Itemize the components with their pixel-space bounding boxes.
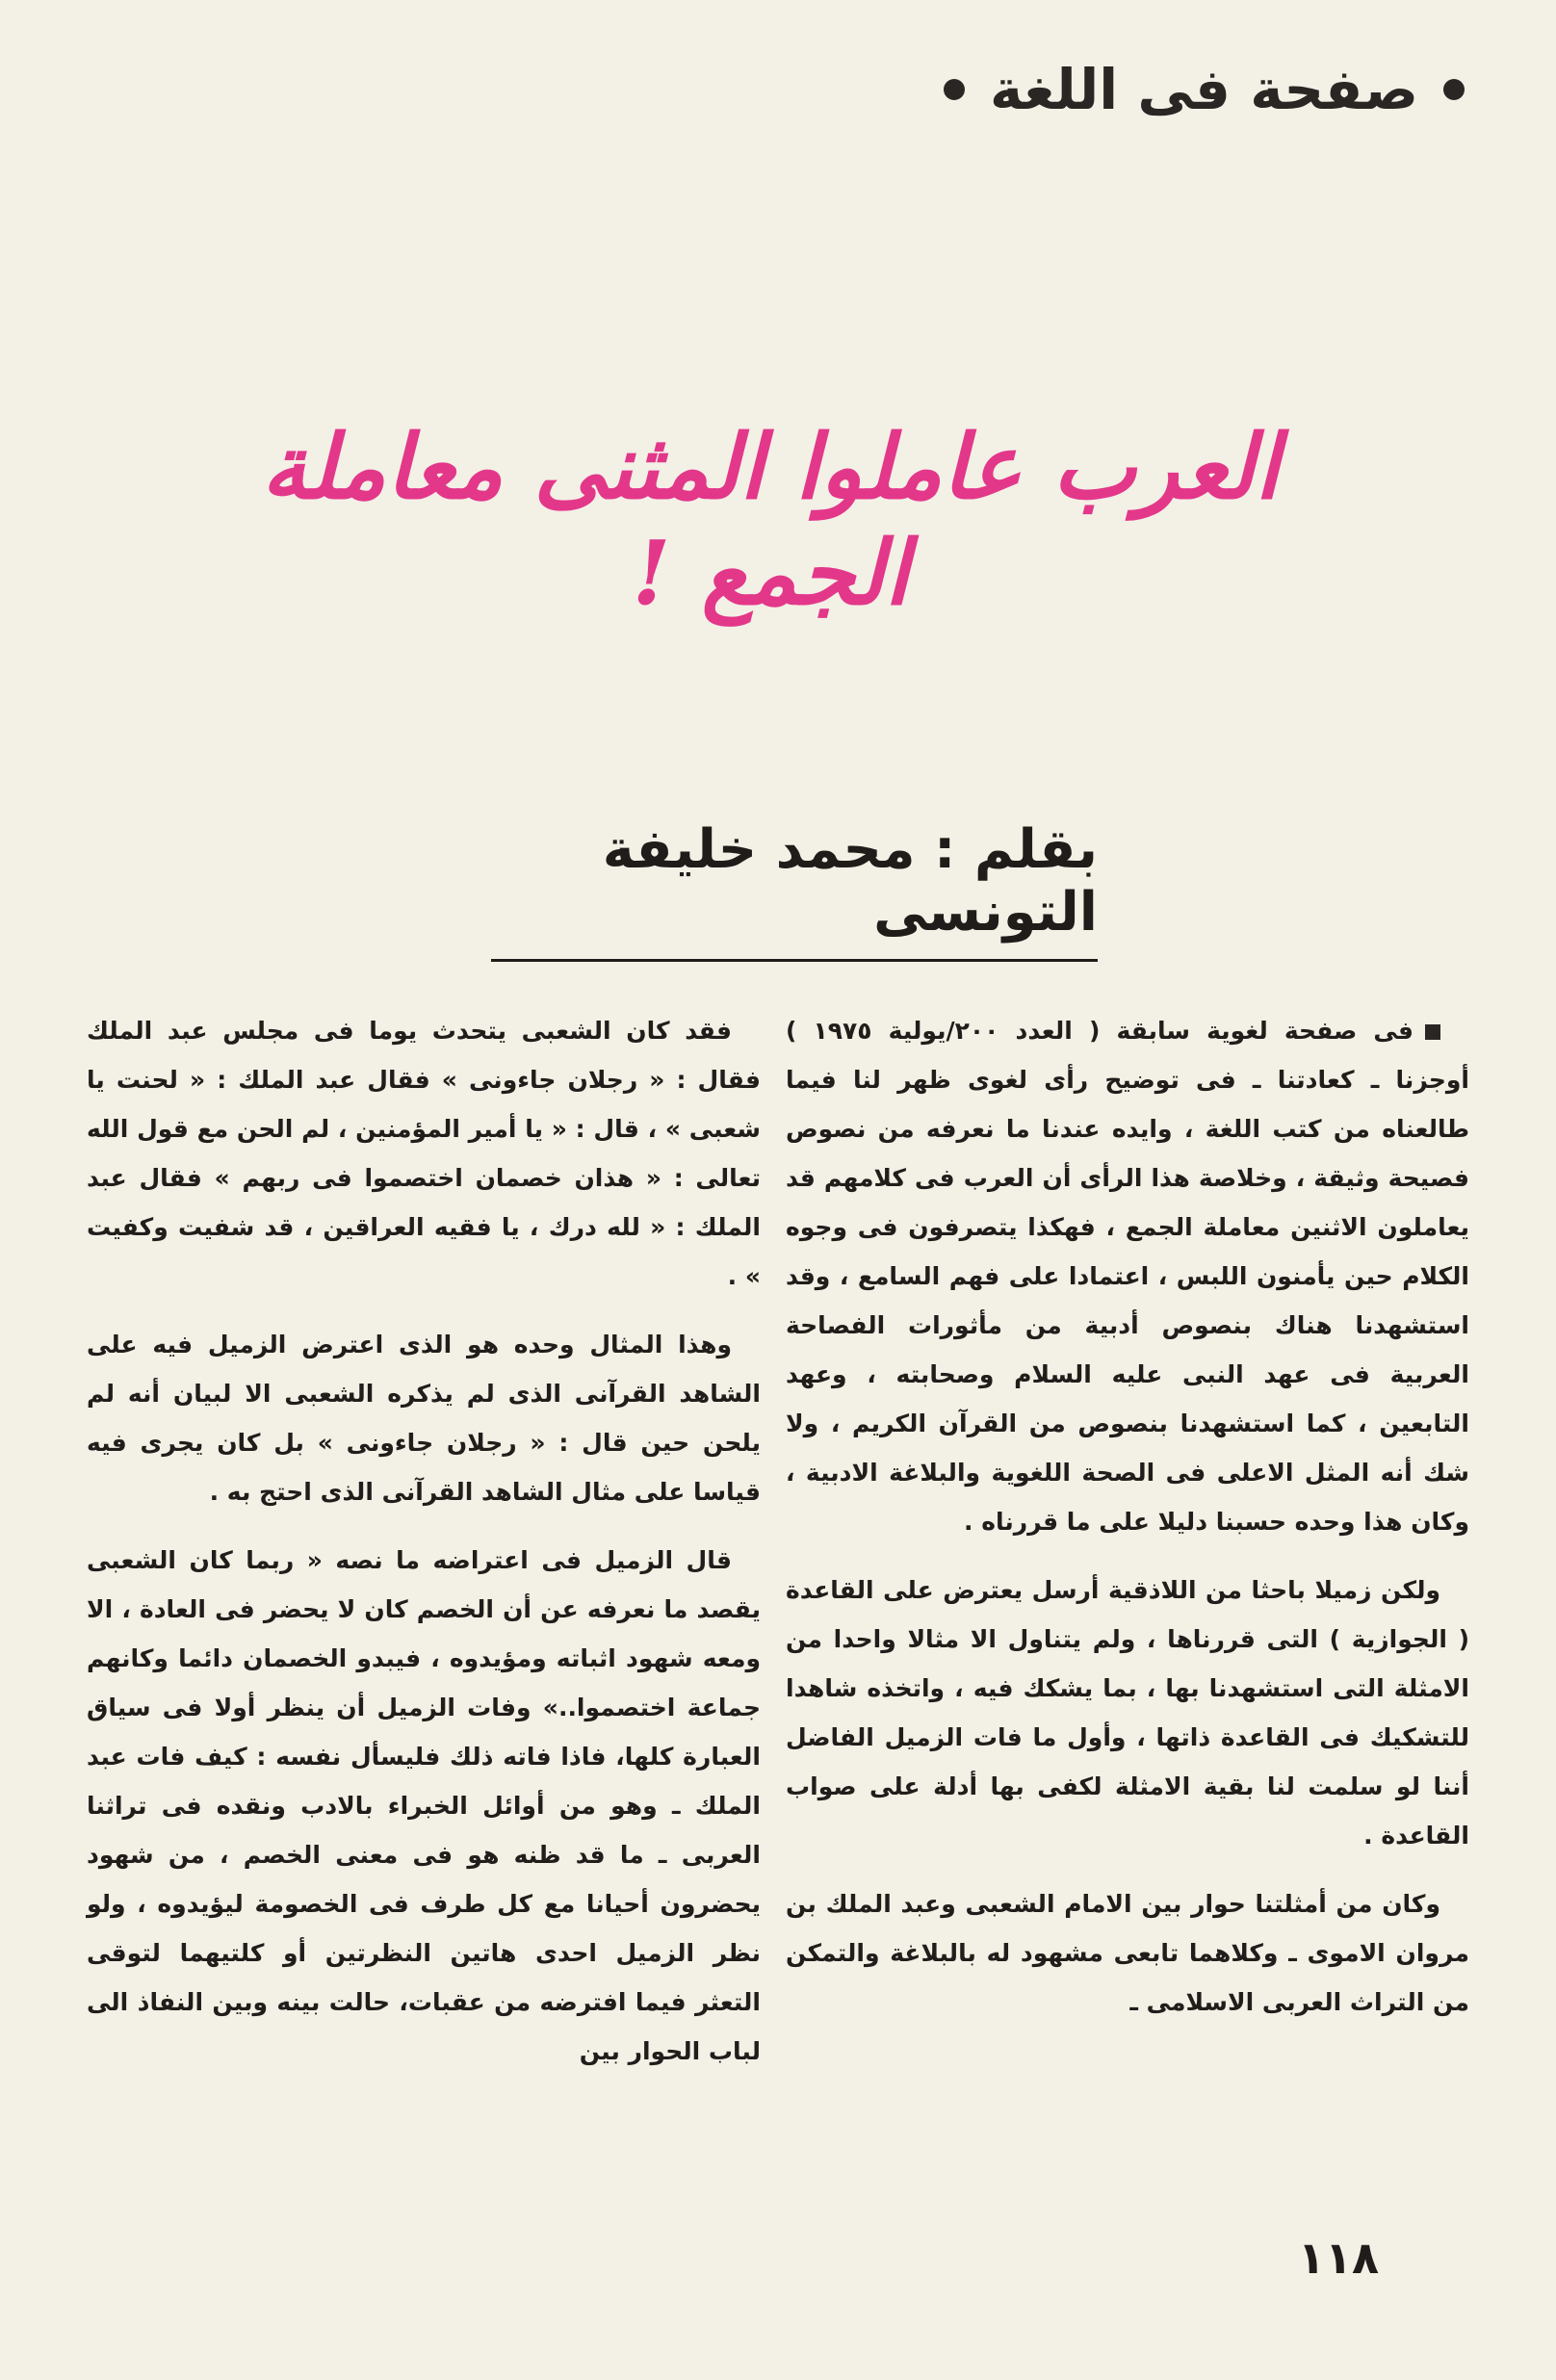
- paragraph: فقد كان الشعبى يتحدث يوما فى مجلس عبد الملك فقال : « رجلان جاءونى » فقال عبد الملك : « لحنت يا شعبى » ، قال : « يا أمير المؤمنين ، لم الحن مع قول الله تعالى : « هذان خصمان اختصموا فى ربهم » فقال عبد الملك : « لله درك ، يا فقيه العراقين ، قد شفيت وكفيت » .: [87, 1017, 761, 1290]
- section-header: [944, 46, 1465, 133]
- right-column: [786, 1006, 1469, 2046]
- paragraph: ولكن زميلا باحثا من اللاذقية أرسل يعترض على القاعدة ( الجوازية ) التى قررناها ، ولم يتناول الا مثالا واحدا من الامثلة التى استشهدنا بها ، بما يشكك فيه ، واتخذه شاهدا للتشكيك فى القاعدة ذاتها ، وأول ما فات الزميل الفاضل أننا لو سلمت لنا بقية الامثلة لكفى بها أدلة على صواب القاعدة .: [786, 1576, 1469, 1850]
- article-byline: بقلم : محمد خليفة التونسى: [491, 818, 1098, 962]
- bullet-dot-left: [944, 79, 965, 100]
- section-title: صفحة فى اللغة: [989, 57, 1418, 122]
- article-title: العرب عاملوا المثنى معاملة الجمع !: [261, 415, 1280, 626]
- left-column: [87, 1006, 761, 2095]
- paragraph: فى صفحة لغوية سابقة ( العدد ٢٠٠/يولية ١٩٧٥ ) أوجزنا ـ كعادتنا ـ فى توضيح رأى لغوى ظهر لنا فيما طالعناه من كتب اللغة ، وايده عندنا ما نعرفه من نصوص فصيحة وثيقة ، وخلاصة هذا الرأى أن العرب فى كلامهم قد يعاملون الاثنين معاملة الجمع ، فهكذا يتصرفون فى وجوه الكلام حين يأمنون اللبس ، اعتمادا على فهم السامع ، وقد استشهدنا هناك بنصوص أدبية من مأثورات الفصاحة العربية فى عهد النبى عليه السلام وصحابته ، وعهد التابعين ، كما استشهدنا بنصوص من القرآن الكريم ، ولا شك أنه المثل الاعلى فى الصحة اللغوية والبلاغة الادبية ، وكان هذا وحده حسبنا دليلا على ما قررناه .: [786, 1017, 1469, 1536]
- paragraph: وكان من أمثلتنا حوار بين الامام الشعبى وعبد الملك بن مروان الاموى ـ وكلاهما تابعى مشهود له بالبلاغة والتمكن من التراث العربى الاسلامى ـ: [786, 1890, 1469, 2016]
- square-bullet-icon: [1425, 1024, 1440, 1040]
- page-number: ١١٨: [1297, 2232, 1380, 2284]
- paragraph: قال الزميل فى اعتراضه ما نصه « ربما كان الشعبى يقصد ما نعرفه عن أن الخصم كان لا يحضر فى العادة ، الا ومعه شهود اثباته ومؤيدوه ، فيبدو الخصمان دائما وكانهم جماعة اختصموا..» وفات الزميل أن ينظر أولا فى سياق العبارة كلها، فاذا فاته ذلك فليسأل نفسه : كيف فات عبد الملك ـ وهو من أوائل الخبراء بالادب ونقده فى تراثنا العربى ـ ما قد ظنه هو فى معنى الخصم ، من شهود يحضرون أحيانا مع كل طرف فى الخصومة ليؤيدوه ، ولو نظر الزميل احدى هاتين النظرتين أو كلتيهما لتوقى التعثر فيما افترضه من عقبات، حالت بينه وبين النفاذ الى لباب الحوار بين: [87, 1546, 761, 2065]
- paragraph: وهذا المثال وحده هو الذى اعترض الزميل فيه على الشاهد القرآنى الذى لم يذكره الشعبى الا لبيان أنه لم يلحن حين قال : « رجلان جاءونى » بل كان يجرى فيه قياسا على مثال الشاهد القرآنى الذى احتج به .: [87, 1331, 761, 1506]
- bullet-dot-right: [1443, 79, 1465, 100]
